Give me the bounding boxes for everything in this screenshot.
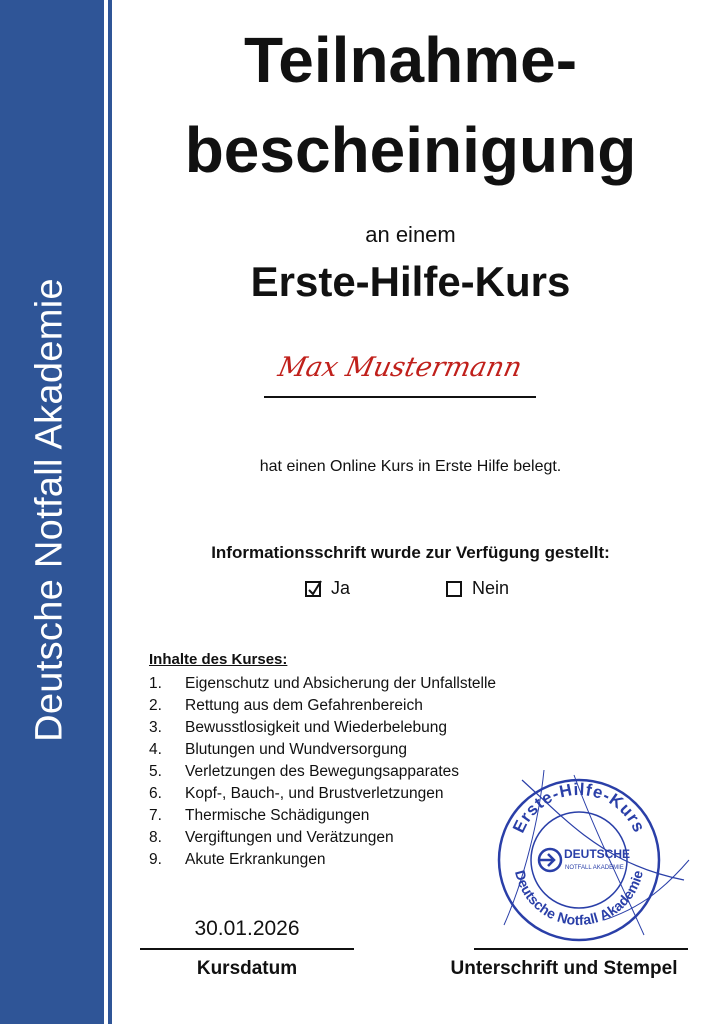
- list-item: [149, 695, 496, 717]
- signature-label: Unterschrift und Stempel: [450, 958, 678, 979]
- seal-stamp: [484, 760, 699, 955]
- list-item-text: Verletzungen des Bewegungsapparates: [185, 763, 460, 780]
- course-date-label: Kursdatum: [196, 958, 298, 979]
- statement-text: hat einen Online Kurs in Erste Hilfe belegt.: [259, 458, 562, 475]
- list-item: [149, 717, 496, 739]
- sidebar-academy-name: Deutsche Notfall Akademie: [28, 278, 71, 742]
- list-item: [149, 783, 496, 805]
- stamp-top-text: Erste-Hilfe-Kurs: [508, 779, 650, 836]
- list-item-text: Vergiftungen und Verätzungen: [185, 829, 394, 846]
- list-item-text: Bewusstlosigkeit und Wiederbelebung: [185, 719, 447, 736]
- list-item-text: Kopf-, Bauch-, und Brustverletzungen: [185, 785, 444, 802]
- option-no-label: Nein: [472, 578, 510, 598]
- sidebar-band: [0, 0, 104, 1024]
- participant-name: Max Mustermann: [275, 352, 525, 383]
- course-date-value: 30.01.2026: [194, 917, 300, 940]
- title-line-1: Teilnahme-: [243, 24, 578, 96]
- list-item-text: Blutungen und Wundversorgung: [185, 741, 408, 758]
- list-item-number: 2.: [149, 697, 162, 714]
- list-item: [149, 673, 496, 695]
- list-item-number: 7.: [149, 807, 162, 824]
- svg-text:Erste-Hilfe-Kurs: [509, 780, 649, 836]
- option-yes-label: Ja: [331, 578, 351, 598]
- list-item-number: 5.: [149, 763, 162, 780]
- list-item-text: Eigenschutz und Absicherung der Unfallstelle: [185, 675, 497, 692]
- option-no[interactable]: [446, 578, 509, 599]
- list-item-number: 8.: [149, 829, 162, 846]
- title-line-2: bescheinigung: [184, 114, 637, 186]
- list-item-text: Rettung aus dem Gefahrenbereich: [185, 697, 423, 714]
- list-item: [149, 849, 496, 871]
- list-item-number: 3.: [149, 719, 162, 736]
- list-item-text: Akute Erkrankungen: [185, 851, 326, 868]
- option-yes[interactable]: [305, 578, 350, 599]
- list-item-number: 6.: [149, 785, 162, 802]
- checkbox-no-icon[interactable]: [446, 581, 462, 597]
- signature-line: [474, 948, 688, 950]
- course-title: Erste-Hilfe-Kurs: [250, 258, 571, 305]
- info-question: Informationsschrift wurde zur Verfügung gestellt:: [211, 543, 610, 562]
- list-item: [149, 827, 496, 849]
- list-item-text: Thermische Schädigungen: [185, 807, 370, 824]
- list-item-number: 4.: [149, 741, 162, 758]
- list-item: [149, 805, 496, 827]
- list-item-number: 9.: [149, 851, 162, 868]
- contents-heading: Inhalte des Kurses:: [149, 651, 288, 668]
- contents-list: [149, 673, 496, 871]
- subtitle: an einem: [365, 222, 456, 247]
- stamp-logo-icon: [538, 847, 630, 871]
- stamp-logo-line-2: NOTFALL AKADEMIE: [565, 865, 624, 871]
- checkbox-yes-icon[interactable]: [305, 581, 321, 597]
- list-item-number: 1.: [149, 675, 162, 692]
- stamp-logo-line-1: DEUTSCHE: [564, 847, 631, 861]
- svg-text:Deutsche Notfall Akademie: [512, 868, 646, 928]
- date-line: [140, 948, 354, 950]
- list-item: [149, 761, 496, 783]
- name-underline: [264, 396, 536, 398]
- list-item: [149, 739, 496, 761]
- stamp-bottom-text: Deutsche Notfall Akademie: [511, 868, 646, 929]
